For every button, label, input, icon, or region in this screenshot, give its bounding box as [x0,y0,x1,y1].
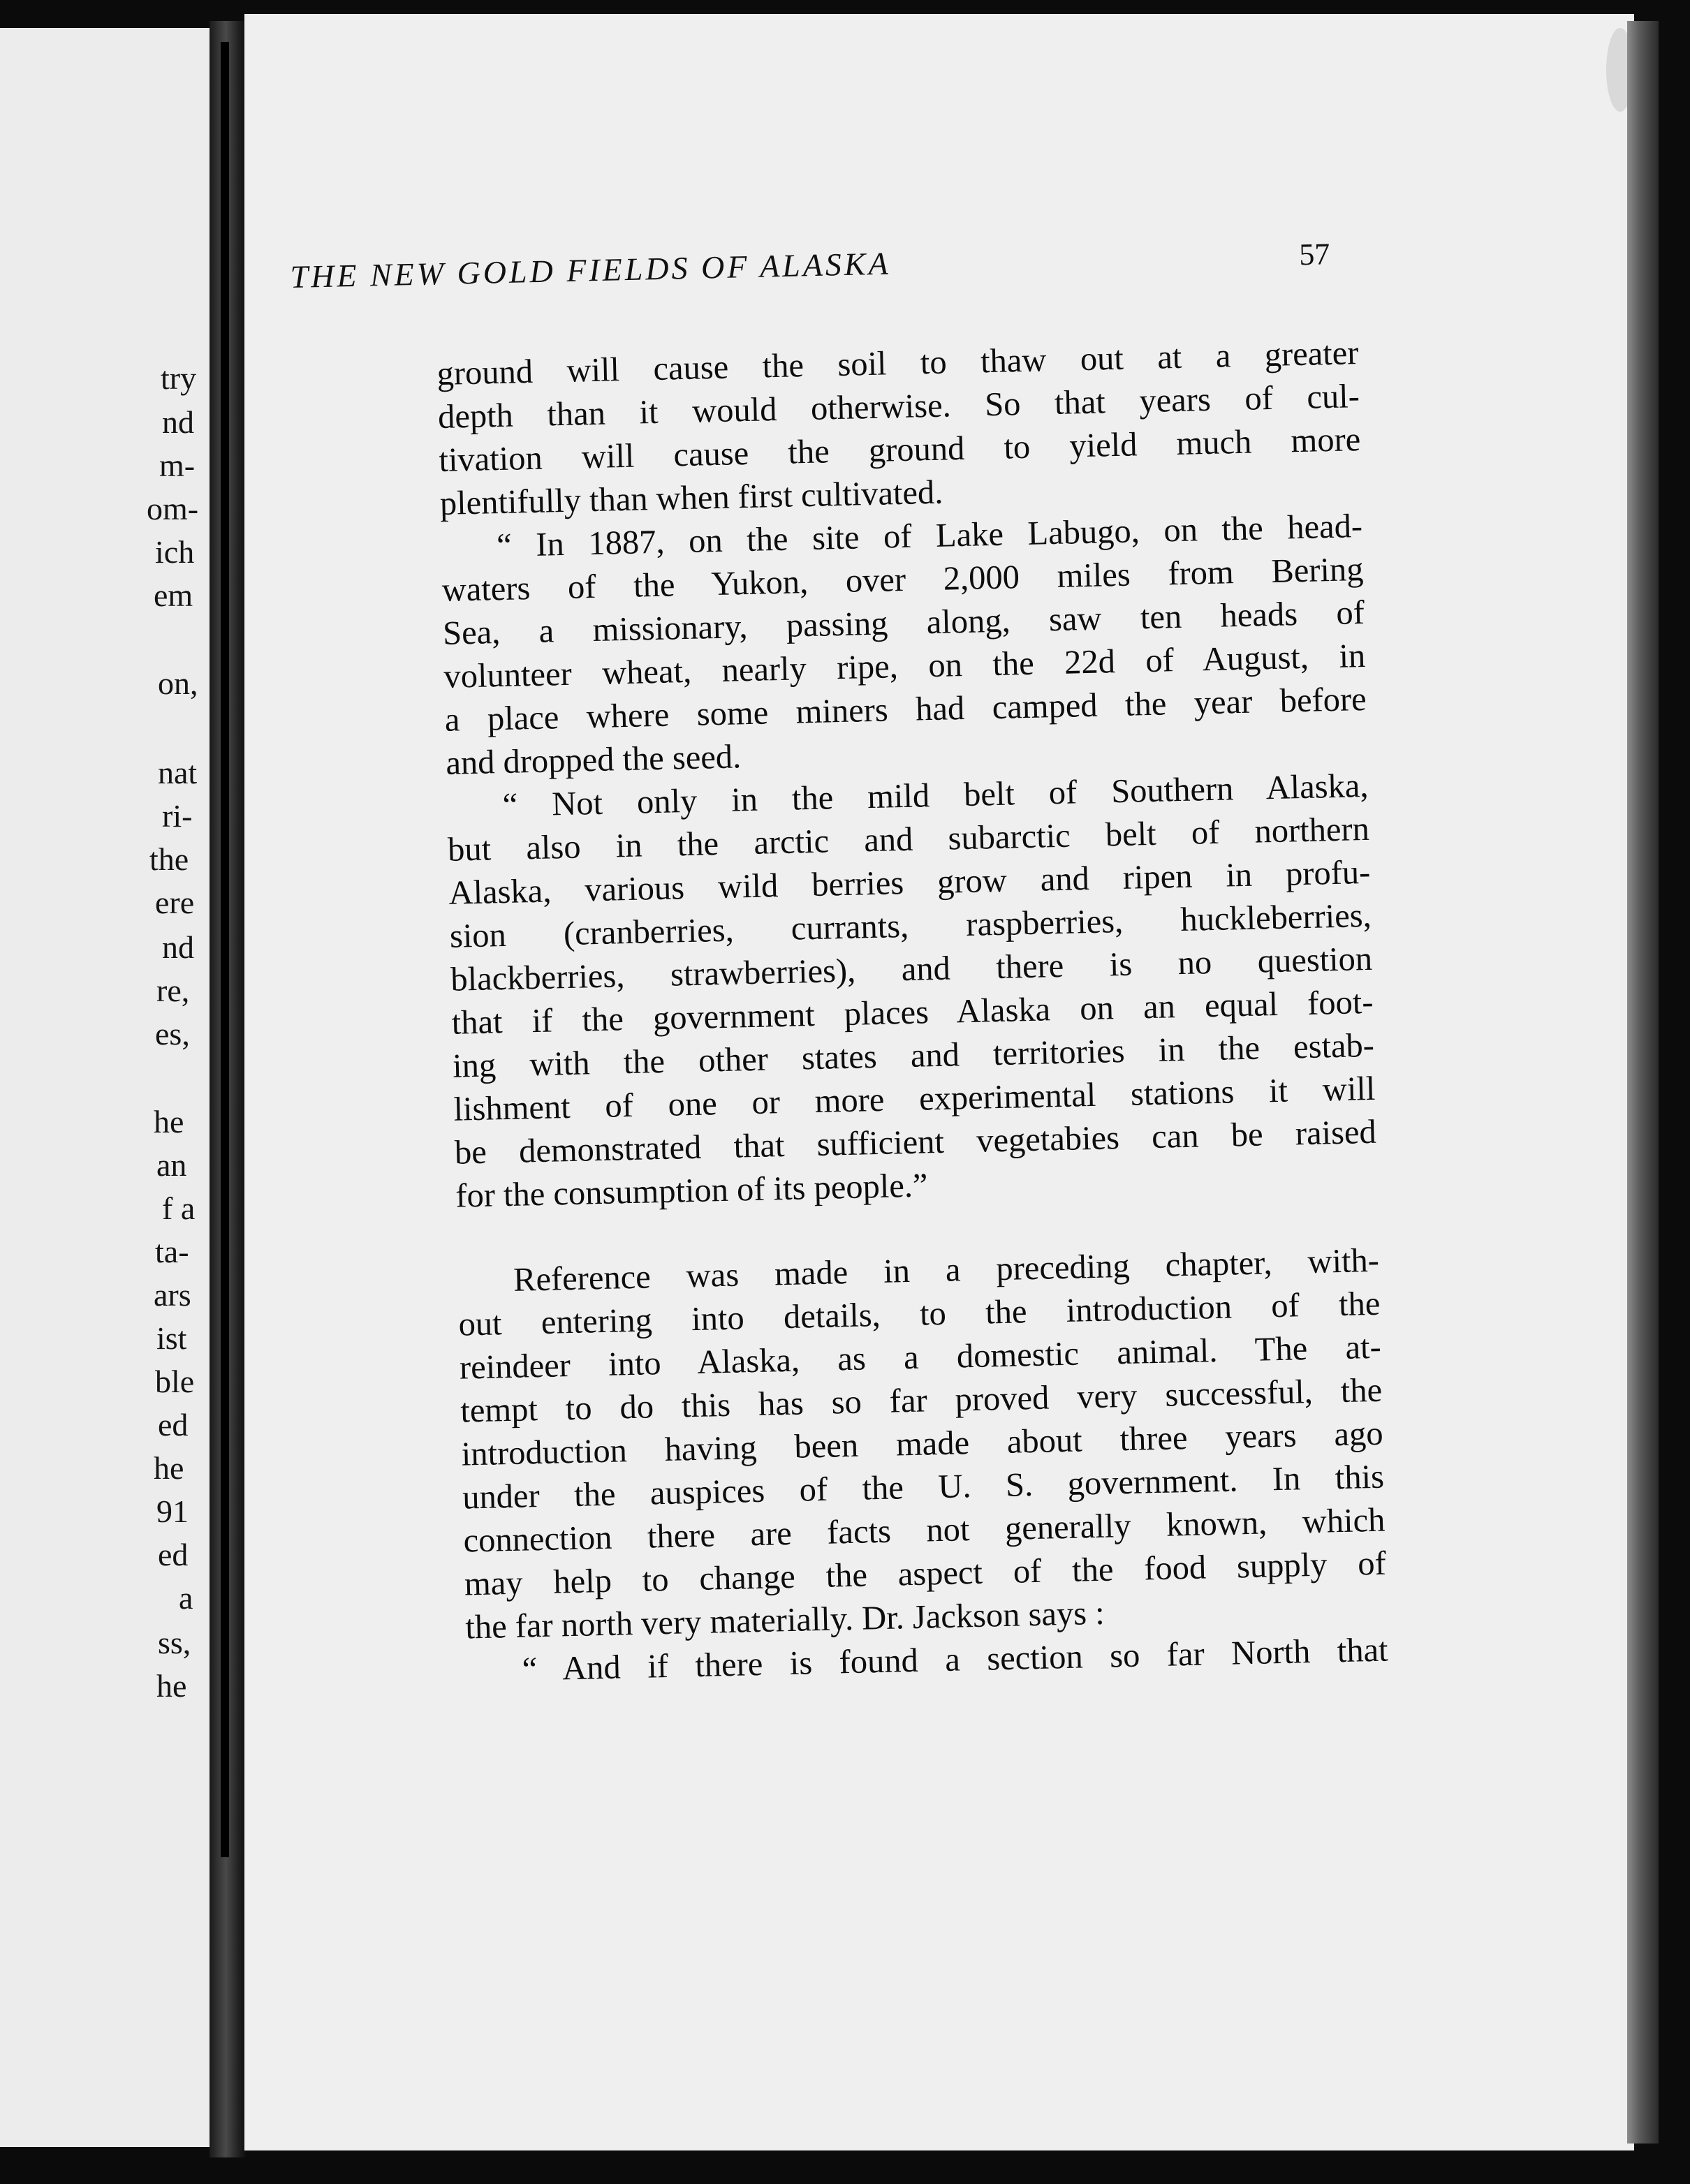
left-fragment: he [156,1668,187,1704]
text-line: the far north very materially. Dr. Jackson says : [464,1594,1105,1646]
text-line: “ And if there is found a section so far North that [522,1631,1389,1688]
text-line: for the consumption of its people.” [455,1167,929,1215]
left-fragment: nd [162,929,194,965]
text-line: plentifully than when first cultivated. [439,473,943,522]
text-line: lishment of one or more experimental stations it will [453,1070,1376,1128]
text-line: that if the government places Alaska on an equal foot- [451,983,1374,1042]
left-fragment: ble [155,1364,195,1399]
left-fragment: a [179,1580,193,1616]
gutter-shadow [221,42,229,1857]
left-fragment: ed [158,1537,189,1572]
left-fragment: m- [159,448,196,483]
left-fragment: ri- [162,798,193,834]
page-edge [1627,21,1659,2144]
text-line: volunteer wheat, nearly ripe, on the 22d of August, in [443,637,1366,695]
left-fragment: em [154,577,193,613]
left-fragment: es, [155,1016,190,1052]
left-fragment: ars [154,1277,191,1313]
text-line: ing with the other states and territories in the estab- [452,1026,1375,1085]
left-fragment: try [161,360,197,396]
text-line: out entering into details, to the introduction of the [457,1285,1381,1343]
text-line: may help to change the aspect of the food supply of [464,1544,1387,1603]
text-line: be demonstrated that sufficient vegetabies can be raised [454,1113,1377,1172]
text-line: Sea, a missionary, passing along, saw ten heads of [442,593,1365,652]
left-fragment: nat [158,755,198,790]
left-fragment: om- [147,491,199,526]
left-fragment: ere [155,885,195,920]
text-line: but also in the arctic and subarctic belt of northern [447,810,1370,869]
left-fragment: re, [156,973,190,1008]
text-line: “ Not only in the mild belt of Southern Alaska, [502,767,1369,825]
text-line: under the auspices of the U. S. government. In this [462,1458,1385,1517]
text-line: Alaska, various wild berries grow and ripen in profu- [448,853,1371,912]
text-line: a place where some miners had camped the year before [444,680,1367,739]
left-fragment: an [156,1147,187,1183]
text-line: tempt to do this has so far proved very successful, the [460,1371,1383,1430]
body-text [436,332,1388,1692]
text-line: Reference was made in a preceding chapter, with- [513,1241,1380,1299]
text-line: and dropped the seed. [445,738,742,782]
text-line: blackberries, strawberries), and there is no question [450,940,1373,998]
left-fragment: the [149,841,189,877]
left-fragment: he [154,1104,184,1139]
left-fragment: 91 [156,1493,189,1529]
left-fragment: ist [156,1320,187,1356]
text-line: introduction having been made about three years ago [461,1415,1384,1473]
left-fragment: ich [155,534,195,570]
text-line: waters of the Yukon, over 2,000 miles from Bering [441,550,1364,609]
left-fragment: nd [162,404,194,440]
text-line: “ In 1887, on the site of Lake Labugo, on the head- [496,507,1363,565]
text-line: depth than it would otherwise. So that years of cul- [437,378,1360,436]
text-line: ground will cause the soil to thaw out at a greater [436,334,1359,392]
left-fragment: f a [162,1190,196,1226]
left-facing-page [0,28,210,2147]
text-line: reindeer into Alaska, as a domestic animal. The at- [459,1328,1382,1387]
left-fragment: he [154,1450,184,1486]
left-fragment: on, [158,665,198,701]
running-header-title: THE NEW GOLD FIELDS OF ALASKA [290,245,892,295]
text-line: connection there are facts not generally known, which [463,1501,1386,1560]
text-line: sion (cranberries, currants, raspberries, huckleberries, [449,897,1372,955]
left-fragment: ed [158,1407,189,1443]
page-number: 57 [1298,237,1330,272]
text-line: tivation will cause the ground to yield much more [438,421,1361,479]
left-fragment: ss, [158,1625,191,1660]
left-fragment: ta- [155,1234,189,1269]
